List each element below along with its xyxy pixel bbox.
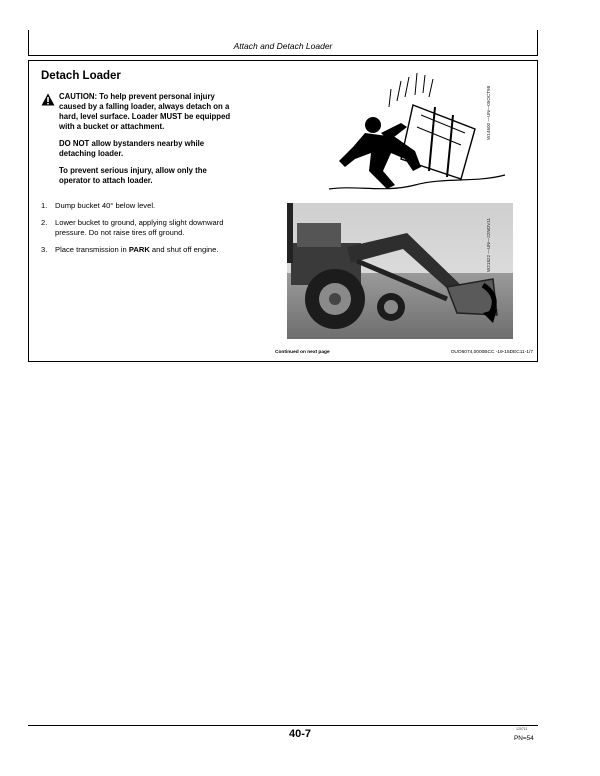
section-title: Detach Loader [41, 70, 121, 82]
caution-line: hard, level surface. Loader MUST be equipped [59, 112, 231, 121]
step-text [55, 245, 219, 254]
caution-bystanders [59, 139, 273, 159]
steps-list [41, 201, 281, 262]
caution-block [41, 92, 273, 186]
park-keyword: PARK [128, 245, 150, 254]
caution-line: To prevent serious injury, allow only the [59, 166, 207, 175]
caution-lead [59, 92, 273, 132]
step-text: Lower bucket to ground, applying slight downward [55, 218, 224, 227]
step-number: 1. [41, 201, 48, 210]
footer-rule [28, 725, 538, 726]
step-item [41, 218, 281, 238]
page-number: 40-7 [288, 728, 312, 740]
step-number: 3. [41, 245, 48, 254]
step-text-after: and shut off engine. [149, 245, 219, 254]
falling-loader-illustration [325, 67, 509, 199]
tractor-loader-photo [287, 203, 513, 339]
caution-line: detaching loader. [59, 149, 124, 158]
figure-code-bottom: W21822 —UN—22NOV11 [486, 217, 491, 272]
page-header [28, 30, 538, 56]
caution-operator [59, 166, 273, 186]
step-item [41, 201, 281, 211]
caution-line: CAUTION: To help prevent personal injury [59, 92, 215, 101]
step-number: 2. [41, 218, 48, 227]
detach-loader-section [28, 60, 538, 362]
header-bottom-rule [28, 55, 538, 56]
step-text-before: Place transmission in [55, 245, 129, 254]
document-code: OUO6074,0000BCC -19-15DEC11-1/7 [450, 350, 533, 355]
continued-note: Continued on next page [275, 350, 330, 355]
figure-code-top: W14600 —UN—05OCT98 [486, 85, 491, 140]
caution-line: DO NOT allow bystanders nearby while [59, 139, 205, 148]
step-text: Dump bucket 40° below level. [55, 201, 156, 210]
footer-small-code: 120711 [516, 727, 528, 731]
step-item [41, 245, 281, 255]
step-text: pressure. Do not raise tires off ground. [55, 228, 185, 237]
pn-label: PN=54 [514, 735, 534, 742]
caution-line: caused by a falling loader, always detach on a [59, 102, 230, 111]
caution-line: with a bucket or attachment. [59, 122, 165, 131]
caution-line: operator to attach loader. [59, 176, 153, 185]
warning-triangle-icon [41, 93, 55, 106]
header-title: Attach and Detach Loader [233, 41, 333, 51]
